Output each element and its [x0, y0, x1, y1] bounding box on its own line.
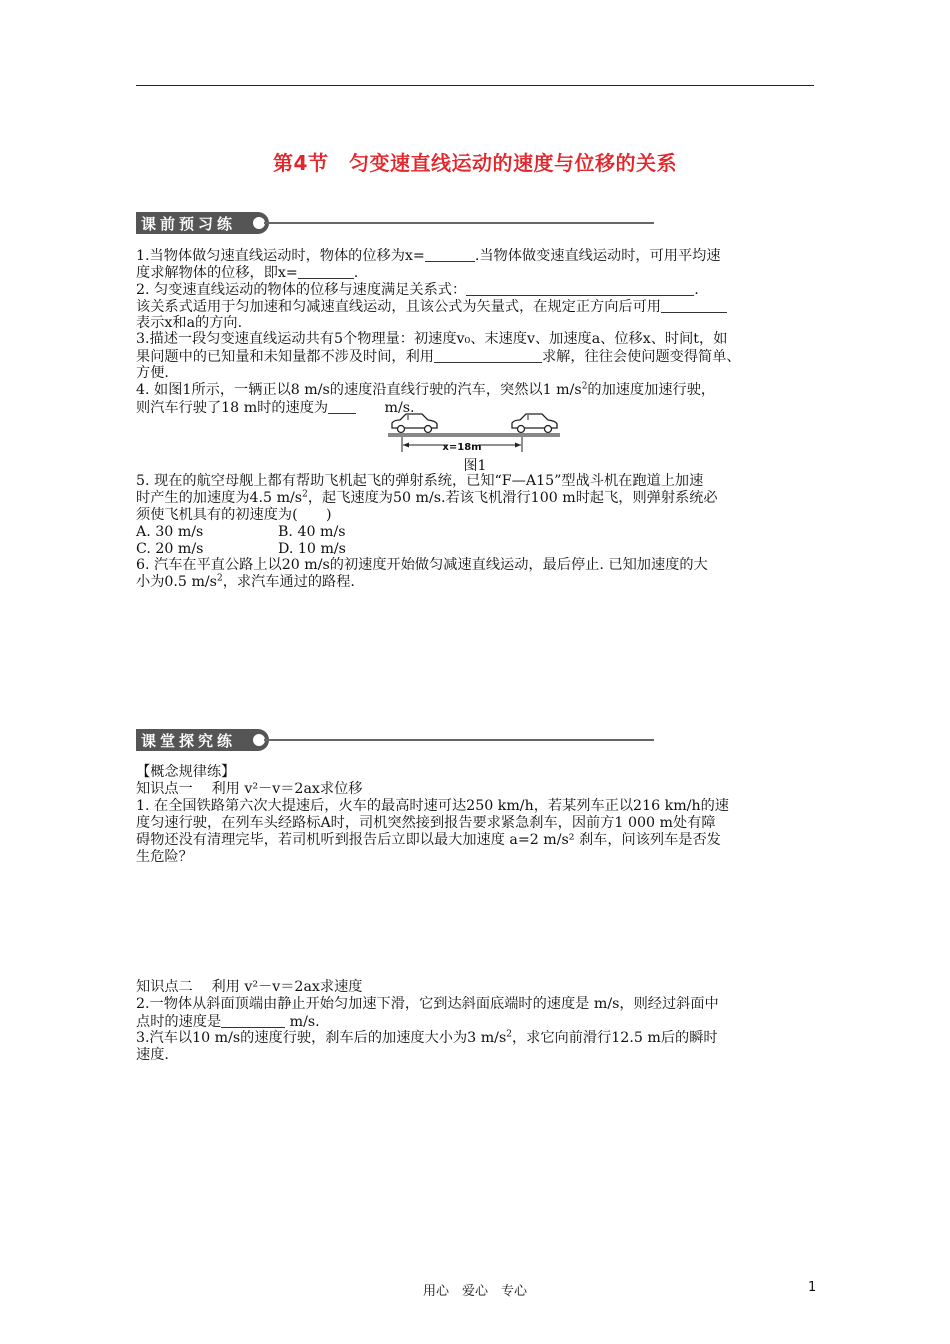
car-icon — [392, 414, 437, 433]
option-a: A. 30 m/s — [136, 524, 204, 540]
option-d: D. 10 m/s — [278, 541, 346, 557]
question-6-cont: 小为0.5 $m/s^2$，求汽车通过的路程. — [136, 573, 355, 590]
figure-1 — [388, 412, 560, 460]
road-surface — [388, 433, 560, 437]
exercise-1-end: 生危险？ — [136, 849, 193, 865]
question-5-end: 须使飞机具有的初速度为( ) — [136, 507, 332, 523]
exercise-1: 1. 在全国铁路第六次大提速后，火车的最高时速可达250 km/h，若某列车正以216 km/h的速 — [136, 798, 729, 814]
option-c: C. 20 m/s — [136, 541, 204, 557]
exercise-2-cont: 点时的速度是 m/s. — [136, 1014, 320, 1030]
question-6: 6. 汽车在平直公路上以20 m/s的初速度开始做匀减速直线运动，最后停止. 已知加速度的大 — [136, 557, 708, 573]
question-3-cont: 果问题中的已知量和未知量都不涉及时间，利用 求解，往往会使问题变得简单、 — [136, 349, 741, 365]
page-footer: 用心 爱心 专心 — [422, 1284, 527, 1299]
figure-caption: 图1 — [463, 458, 487, 474]
section-rule — [264, 739, 654, 741]
option-row-2 — [136, 541, 818, 558]
section-tab — [136, 212, 269, 234]
exercise-1-cont: 度匀速行驶，在列车头经路标A时，司机突然接到报告要求紧急刹车，因前方1 000 m处有障 — [136, 815, 716, 831]
question-5: 5. 现在的航空母舰上都有帮助飞机起飞的弹射系统，已知“F—A15”型战斗机在跑道上加速 — [136, 473, 704, 489]
knowledge-point-2: 知识点二 利用 v²－v＝2ax求速度 — [136, 979, 363, 995]
question-3: 3.描述一段匀变速直线运动共有5个物理量：初速度v₀、末速度v、加速度a、位移x、时间t，如 — [136, 331, 728, 347]
question-2-end: 表示x和a的方向. — [136, 315, 243, 331]
question-1-cont: 度求解物体的位移，即x= . — [136, 265, 359, 281]
car-icon — [512, 414, 557, 433]
question-2: 2. 匀变速直线运动的物体的位移与速度满足关系式： . — [136, 282, 699, 298]
question-5-cont: 时产生的加速度为4.5 $m/s^2$，起飞速度为50 m/s.若该飞机滑行100 m时起飞，则弹射系统必 — [136, 489, 718, 506]
exercise-2: 2.一物体从斜面顶端由静止开始匀加速下滑，它到达斜面底端时的速度是 m/s，则经过斜面中 — [136, 996, 719, 1012]
exercise-1-cont2: 碍物还没有清理完毕，若司机听到报告后立即以最大加速度 a=2 m/s² 刹车，问该列车是否发 — [136, 832, 721, 848]
question-1: 1.当物体做匀速直线运动时，物体的位移为x= .当物体做变速直线运动时，可用平均速 — [136, 248, 721, 264]
section-label: 课前预习练 — [141, 215, 237, 233]
question-4: 4. 如图1所示，一辆正以8 m/s的速度沿直线行驶的汽车，突然以1 $m/s^2$的加速度加速行驶， — [136, 381, 716, 398]
exercise-3: 3.汽车以10 m/s的速度行驶，刹车后的加速度大小为3 $m/s^2$，求它向前滑行12.5 m后的瞬时 — [136, 1029, 718, 1046]
section-label: 课堂探究练 — [141, 732, 237, 750]
question-4-cont: 则汽车行驶了18 m时的速度为 m/s. — [136, 400, 415, 416]
option-row-1 — [136, 524, 818, 541]
subsection-heading: 【概念规律练】 — [136, 764, 236, 780]
section-rule — [264, 222, 654, 224]
section-tab — [136, 729, 269, 751]
header-rule — [136, 85, 814, 86]
option-b: B. 40 m/s — [278, 524, 346, 540]
question-2-cont: 该关系式适用于匀加速和匀减速直线运动，且该公式为矢量式，在规定正方向后可用 — [136, 298, 818, 316]
question-3-end: 方便. — [136, 365, 169, 381]
distance-label: x=18m — [442, 442, 482, 453]
page-number: 1 — [808, 1280, 817, 1295]
exercise-3-end: 速度. — [136, 1047, 169, 1063]
page-title: 第4节 匀变速直线运动的速度与位移的关系 — [273, 151, 677, 175]
knowledge-point-1: 知识点一 利用 v²－v＝2ax求位移 — [136, 781, 363, 797]
